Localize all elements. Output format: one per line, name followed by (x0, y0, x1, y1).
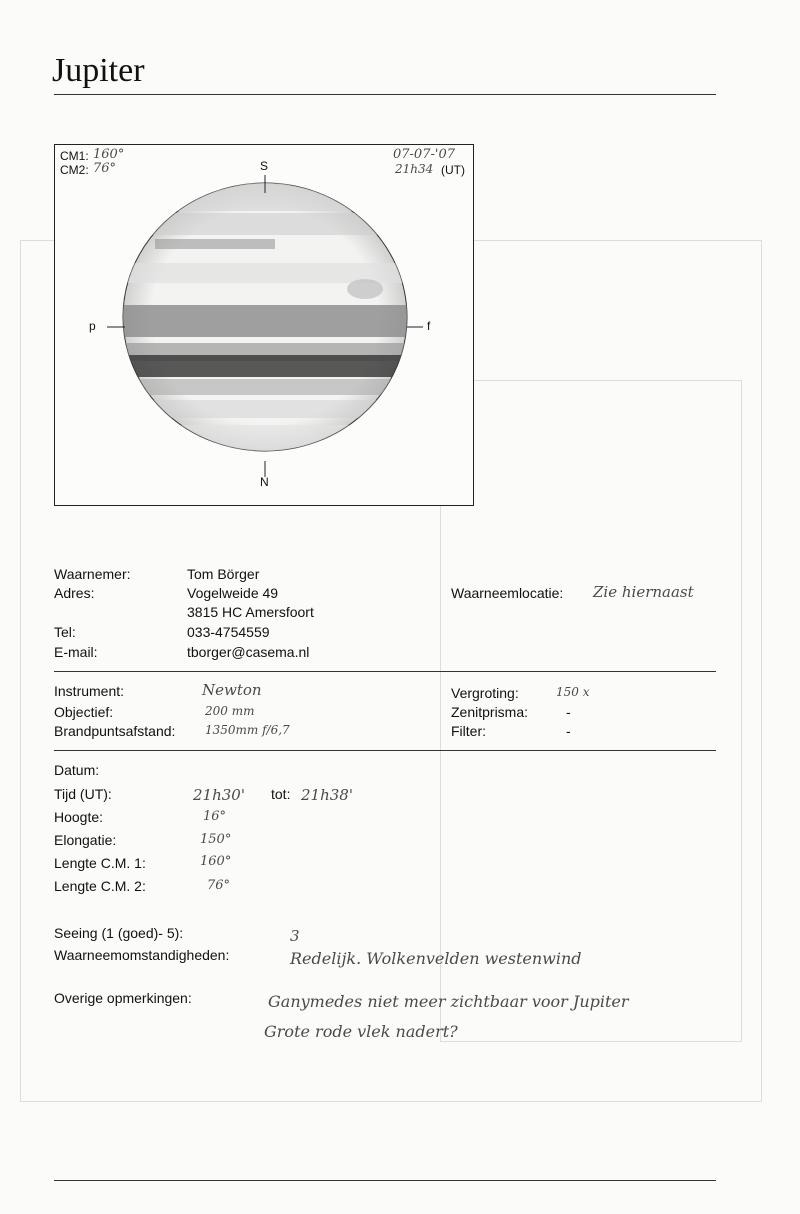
objective-value: 200 mm (205, 704, 255, 718)
email-label: E-mail: (54, 644, 98, 660)
preceding-label: p (89, 319, 96, 333)
address-line-2: 3815 HC Amersfoort (187, 604, 314, 620)
email-value: tborger@casema.nl (187, 644, 310, 660)
location-value: Zie hiernaast (593, 583, 694, 601)
cm2-length-label: Lengte C.M. 2: (54, 878, 146, 894)
zenith-prism-label: Zenitprisma: (451, 704, 529, 720)
remarks-line-2: Grote rode vlek nadert? (264, 1022, 458, 1041)
jupiter-disk (115, 181, 415, 455)
observer-name: Tom Börger (187, 566, 260, 582)
footer-rule (54, 1180, 716, 1181)
drawing-date: 07-07-'07 (393, 147, 455, 162)
cm2-length-value: 76° (207, 878, 231, 893)
time-from-value: 21h30' (193, 786, 245, 804)
focal-length-value: 1350mm f/6,7 (205, 723, 290, 737)
remarks-label: Overige opmerkingen: (54, 990, 192, 1006)
objective-label: Objectief: (54, 704, 114, 720)
elongation-value: 150° (200, 832, 232, 847)
drawing-time-unit: (UT) (441, 163, 465, 177)
north-label: N (260, 475, 269, 489)
tot-label: tot: (271, 786, 291, 802)
seeing-value: 3 (290, 927, 300, 945)
focal-length-label: Brandpuntsafstand: (54, 723, 176, 739)
observer-label: Waarnemer: (54, 566, 131, 582)
tel-value: 033-4754559 (187, 624, 270, 640)
following-label: f (427, 319, 431, 333)
cm1-value: 160° (93, 147, 125, 162)
cm1-length-value: 160° (200, 854, 232, 869)
zenith-prism-value: - (566, 704, 571, 720)
filter-value: - (566, 723, 571, 739)
title-underline (54, 94, 716, 95)
time-to-value: 21h38' (301, 786, 353, 804)
seeing-label: Seeing (1 (goed)- 5): (54, 925, 184, 941)
drawing-frame (54, 144, 474, 506)
cm2-value: 76° (93, 161, 117, 176)
magnification-label: Vergroting: (451, 685, 519, 701)
divider (54, 671, 716, 672)
height-label: Hoogte: (54, 809, 104, 825)
instrument-value: Newton (202, 681, 262, 699)
magnification-value: 150 x (556, 685, 590, 699)
time-label: Tijd (UT): (54, 786, 112, 802)
tel-label: Tel: (54, 624, 76, 640)
height-value: 16° (203, 809, 227, 824)
cm1-length-label: Lengte C.M. 1: (54, 855, 146, 871)
filter-label: Filter: (451, 723, 486, 739)
date-label: Datum: (54, 762, 100, 778)
address-line-1: Vogelweide 49 (187, 585, 279, 601)
cm2-label: CM2: (60, 163, 89, 177)
circumstances-value: Redelijk. Wolkenvelden westenwind (290, 949, 582, 968)
elongation-label: Elongatie: (54, 832, 117, 848)
cm1-label: CM1: (60, 149, 89, 163)
drawing-time: 21h34 (395, 162, 434, 176)
page-title: Jupiter (52, 52, 145, 89)
instrument-label: Instrument: (54, 683, 125, 699)
remarks-line-1: Ganymedes niet meer zichtbaar voor Jupiter (268, 992, 629, 1011)
jupiter-drawing (55, 145, 473, 505)
divider (54, 750, 716, 751)
address-label: Adres: (54, 585, 95, 601)
south-label: S (260, 159, 269, 173)
location-label: Waarneemlocatie: (451, 585, 564, 601)
circumstances-label: Waarneemomstandigheden: (54, 947, 230, 963)
